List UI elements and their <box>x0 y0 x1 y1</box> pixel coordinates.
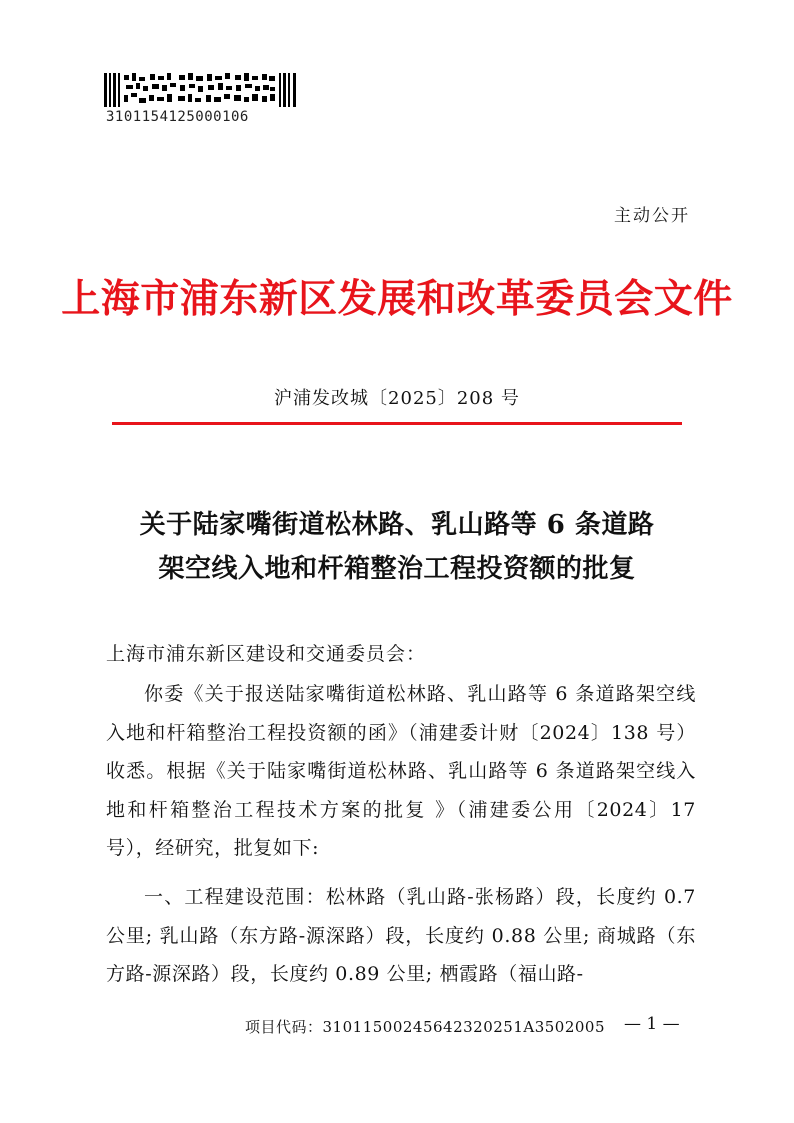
body-paragraph: 一、工程建设范围：松林路（乳山路-张杨路）段，长度约 0.7 公里; 乳山路（东方路-源深路）段，长度约 0.88 公里; 商城路（东方路-源深路）段，长度约 0.89 公里; 栖霞路（福山路- <box>106 886 696 985</box>
barcode <box>104 73 296 107</box>
document-subject <box>0 503 794 591</box>
project-code-value: 31011500245642320251A3502005 <box>322 1018 606 1036</box>
addressee: 上海市浦东新区建设和交通委员会： <box>106 643 427 665</box>
project-code <box>245 1016 605 1037</box>
page-number: — 1 — <box>624 1014 680 1034</box>
red-divider <box>112 422 682 425</box>
body-paragraph: 你委《关于报送陆家嘴街道松林路、乳山路等 6 条道路架空线入地和杆箱整治工程投资额的函》（浦建委计财〔2024〕138 号）收悉。根据《关于陆家嘴街道松林路、乳山路等 6 条道路架空线入地和杆箱整治工程技术方案的批复 》（浦建委公用〔2024〕17 号），经研究，批复如下: <box>106 683 696 859</box>
disclosure-label: 主动公开 <box>614 206 690 226</box>
barcode-number: 3101154125000106 <box>106 109 249 125</box>
document-number: 沪浦发改城〔2025〕208 号 <box>274 388 520 409</box>
subject-line-1: 关于陆家嘴街道松林路、乳山路等 6 条道路 <box>139 510 655 540</box>
subject-line-2: 架空线入地和杆箱整治工程投资额的批复 <box>158 554 636 584</box>
project-code-label: 项目代码： <box>245 1018 323 1036</box>
issuer-title: 上海市浦东新区发展和改革委员会文件 <box>61 276 733 322</box>
